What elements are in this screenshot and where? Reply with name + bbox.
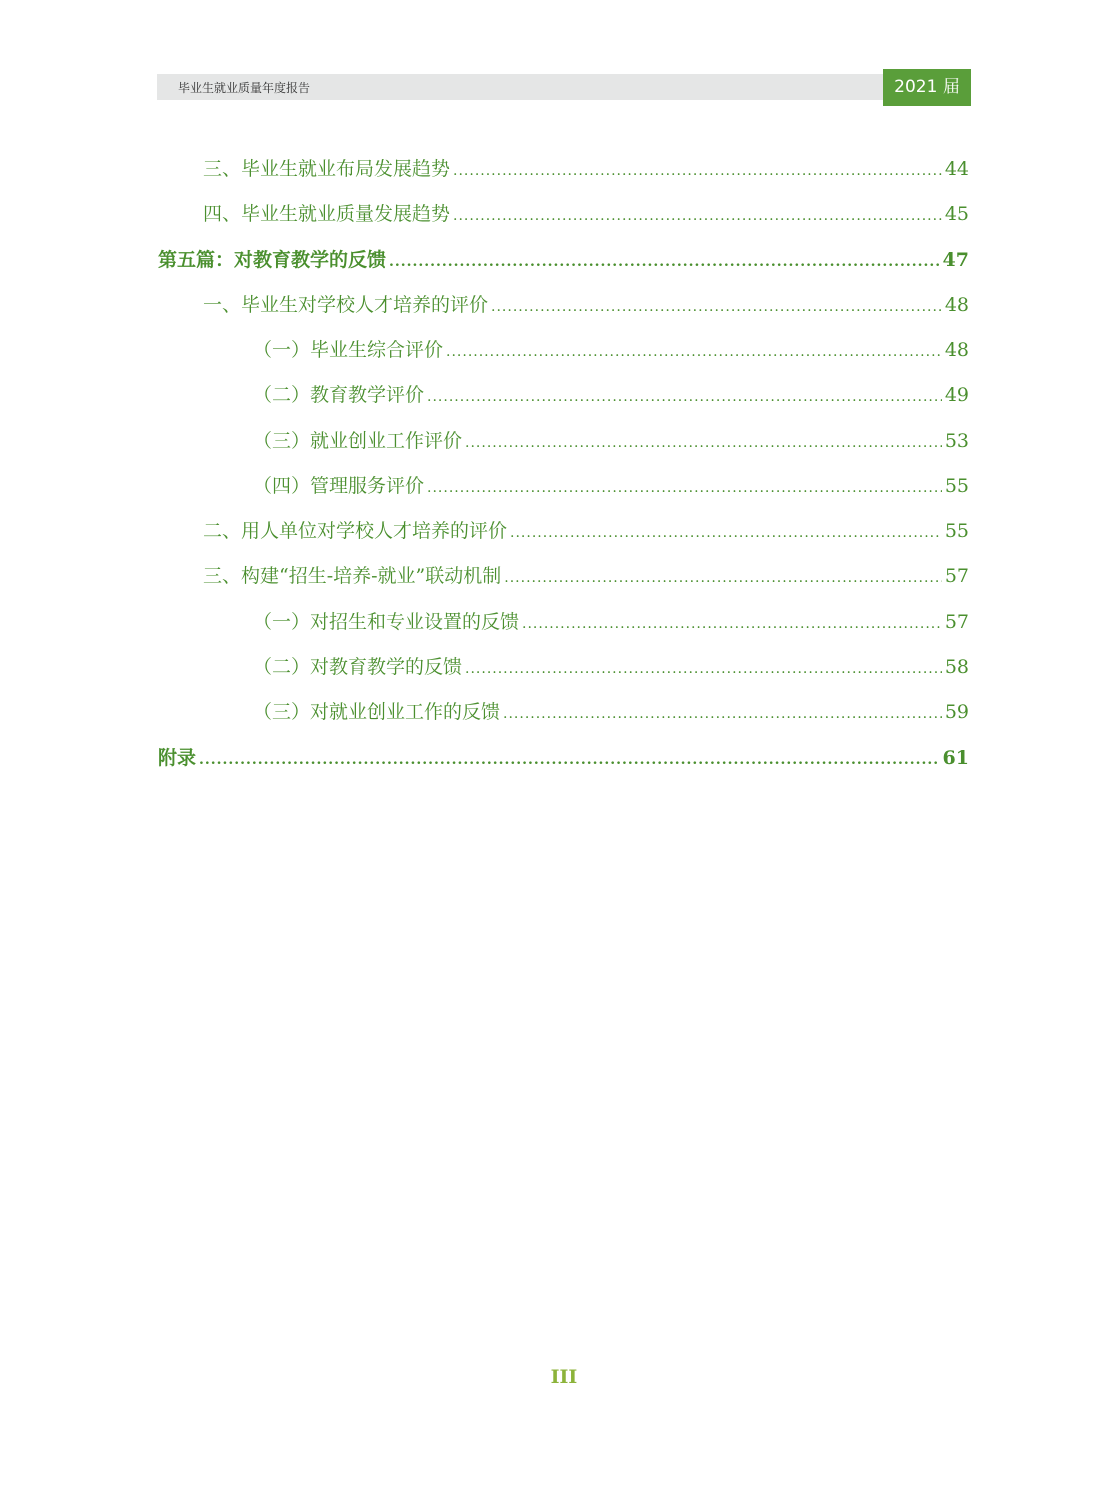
- toc-entry-page: 57: [944, 611, 969, 633]
- toc-entry[interactable]: [203, 516, 969, 546]
- toc-entry-page: 55: [944, 520, 969, 542]
- toc-leader-dots: [389, 247, 940, 277]
- toc-subentry[interactable]: [253, 652, 969, 682]
- toc-entry-title: 二、用人单位对学校人才培养的评价: [203, 520, 508, 542]
- page-number: III: [550, 1366, 578, 1388]
- toc-entry-title: （三）对就业创业工作的反馈: [253, 701, 501, 723]
- toc-entry-page: 59: [944, 701, 969, 723]
- toc-entry-page: 44: [944, 158, 969, 180]
- toc-leader-dots: [453, 156, 942, 186]
- toc-entry-title: （四）管理服务评价: [253, 475, 425, 497]
- toc-leader-dots: [446, 337, 942, 367]
- toc-section-entry[interactable]: [158, 743, 969, 773]
- toc-entry[interactable]: [203, 561, 969, 591]
- year-badge: 2021 届: [883, 69, 971, 106]
- toc-leader-dots: [504, 563, 942, 593]
- toc-entry-title: 一、毕业生对学校人才培养的评价: [203, 294, 489, 316]
- toc-entry[interactable]: [203, 290, 969, 320]
- toc-entry-title: 四、毕业生就业质量发展趋势: [203, 203, 451, 225]
- toc-subentry[interactable]: [253, 335, 969, 365]
- toc-entry-title: 第五篇：对教育教学的反馈: [158, 249, 387, 271]
- toc-leader-dots: [427, 473, 942, 503]
- toc-entry-page: 45: [944, 203, 969, 225]
- toc-entry-page: 48: [944, 339, 969, 361]
- toc-entry-title: 三、构建“招生-培养-就业”联动机制: [203, 565, 502, 587]
- toc-entry-title: 三、毕业生就业布局发展趋势: [203, 158, 451, 180]
- toc-subentry[interactable]: [253, 380, 969, 410]
- toc-subentry[interactable]: [253, 426, 969, 456]
- toc-leader-dots: [510, 518, 942, 548]
- toc-entry-title: 附录: [158, 747, 197, 769]
- toc-subentry[interactable]: [253, 607, 969, 637]
- toc-section-entry[interactable]: [158, 245, 969, 275]
- toc-entry-title: （一）对招生和专业设置的反馈: [253, 611, 520, 633]
- toc-leader-dots: [522, 609, 942, 639]
- toc-subentry[interactable]: [253, 471, 969, 501]
- toc-leader-dots: [503, 699, 942, 729]
- toc-entry-title: （一）毕业生综合评价: [253, 339, 444, 361]
- toc-entry-page: 57: [944, 565, 969, 587]
- toc-entry-page: 53: [944, 430, 969, 452]
- toc-entry-title: （二）教育教学评价: [253, 384, 425, 406]
- toc-entry-page: 61: [942, 747, 969, 769]
- toc-entry-page: 47: [942, 249, 969, 271]
- toc-entry-page: 58: [944, 656, 969, 678]
- toc-entry-page: 49: [944, 384, 969, 406]
- toc-leader-dots: [453, 201, 942, 231]
- toc-leader-dots: [465, 428, 942, 458]
- toc-leader-dots: [427, 382, 942, 412]
- report-title: 毕业生就业质量年度报告: [178, 81, 311, 95]
- toc-subentry[interactable]: [253, 697, 969, 727]
- toc-entry[interactable]: [203, 199, 969, 229]
- toc-entry[interactable]: [203, 154, 969, 184]
- toc-entry-page: 55: [944, 475, 969, 497]
- toc-entry-page: 48: [944, 294, 969, 316]
- toc-leader-dots: [491, 292, 942, 322]
- toc-entry-title: （三）就业创业工作评价: [253, 430, 463, 452]
- toc-leader-dots: [199, 745, 940, 775]
- toc-leader-dots: [465, 654, 942, 684]
- toc-entry-title: （二）对教育教学的反馈: [253, 656, 463, 678]
